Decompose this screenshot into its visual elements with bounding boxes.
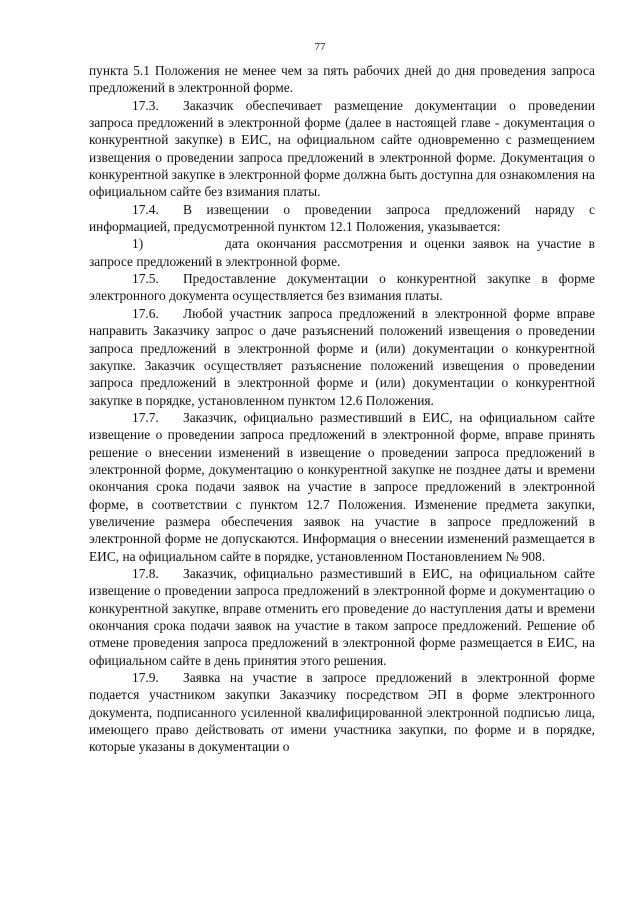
paragraph-number: 17.4. xyxy=(132,201,159,217)
paragraph-number: 17.5. xyxy=(132,271,159,287)
paragraph-17-3 xyxy=(89,97,595,201)
paragraph-text: пункта 5.1 Положения не менее чем за пять рабочих дней до дня проведения запроса предложений в электронной форме. xyxy=(89,63,595,96)
paragraph-17-8 xyxy=(89,565,595,669)
paragraph-text: Заказчик обеспечивает размещение документации о проведении запроса предложений в электронной форме (далее в настоящей главе - документация о конкурентной закупке) в ЕИС, на официальном сайте одновременно с размещением извещения о проведении запроса предложений в электронной форме. Документация о конкурентной закупке в электронной форме должна быть доступна для ознакомления на официальном сайте без взимания платы. xyxy=(89,97,595,200)
paragraph-text: Заказчик, официально разместивший в ЕИС, на официальном сайте извещение о проведении запроса предложений в электронной форме и документацию о конкурентной закупке, вправе отменить его проведение до наступления даты и времени окончания срока подачи заявок на участие в таком запросе предложений. Решение об отмене проведения запроса предложений в электронной форме размещается в ЕИС, на официальном сайте в день принятия этого решения. xyxy=(89,565,595,668)
list-item-1 xyxy=(89,235,595,270)
paragraph-number: 17.8. xyxy=(132,565,159,581)
paragraph-17-7 xyxy=(89,409,595,565)
paragraph-number: 17.7. xyxy=(132,409,159,425)
paragraph-continuation xyxy=(89,62,595,97)
document-body xyxy=(89,62,595,756)
paragraph-number: 17.3. xyxy=(132,97,159,113)
paragraph-text: Заказчик, официально разместивший в ЕИС, на официальном сайте извещение о проведении запроса предложений в электронной форме, вправе принять решение о внесении изменений в извещение о проведении запроса предложений в электронной форме, документацию о конкурентной закупке не позднее даты и времени окончания срока подачи заявок на участие в запросе предложений в электронной форме, в соответствии с пунктом 12.7 Положения. Изменение предмета закупки, увеличение размера обеспечения заявок на участие в запросе предложений в электронной форме не допускаются. Информация о внесении изменений размещается в ЕИС, на официальном сайте в порядке, установленном Постановлением № 908. xyxy=(89,409,595,564)
paragraph-number: 17.9. xyxy=(132,670,159,686)
paragraph-17-4 xyxy=(89,201,595,236)
paragraph-number: 17.6. xyxy=(132,305,159,321)
list-item-number: 1) xyxy=(132,236,144,252)
paragraph-17-5 xyxy=(89,270,595,305)
paragraph-17-9 xyxy=(89,669,595,756)
paragraph-text: В извещении о проведении запроса предложений наряду с информацией, предусмотренной пунктом 12.1 Положения, указывается: xyxy=(89,201,595,235)
paragraph-text: Заявка на участие в запросе предложений в электронной форме подается участником закупки Заказчику посредством ЭП в форме электронного документа, подписанного усиленной квалифицированной электронной подписью лица, имеющего право действовать от имени участника закупки, по форме и в порядке, которые указаны в документации о xyxy=(89,670,595,755)
page-number: 77 xyxy=(314,41,326,53)
paragraph-17-6 xyxy=(89,305,595,409)
list-item-text: дата окончания рассмотрения и оценки заявок на участие в запросе предложений в электронной форме. xyxy=(89,236,595,269)
paragraph-text: Предоставление документации о конкурентной закупке в форме электронного документа осуществляется без взимания платы. xyxy=(89,271,595,304)
paragraph-text: Любой участник запроса предложений в электронной форме вправе направить Заказчику запрос о даче разъяснений положений извещения о проведении запроса предложений в электронной форме и (или) документации о конкурентной закупке. Заказчик осуществляет разъяснение положений извещения о проведении запроса предложений в электронной форме и (или) документации о конкурентной закупке в порядке, установленном пунктом 12.6 Положения. xyxy=(89,305,595,408)
